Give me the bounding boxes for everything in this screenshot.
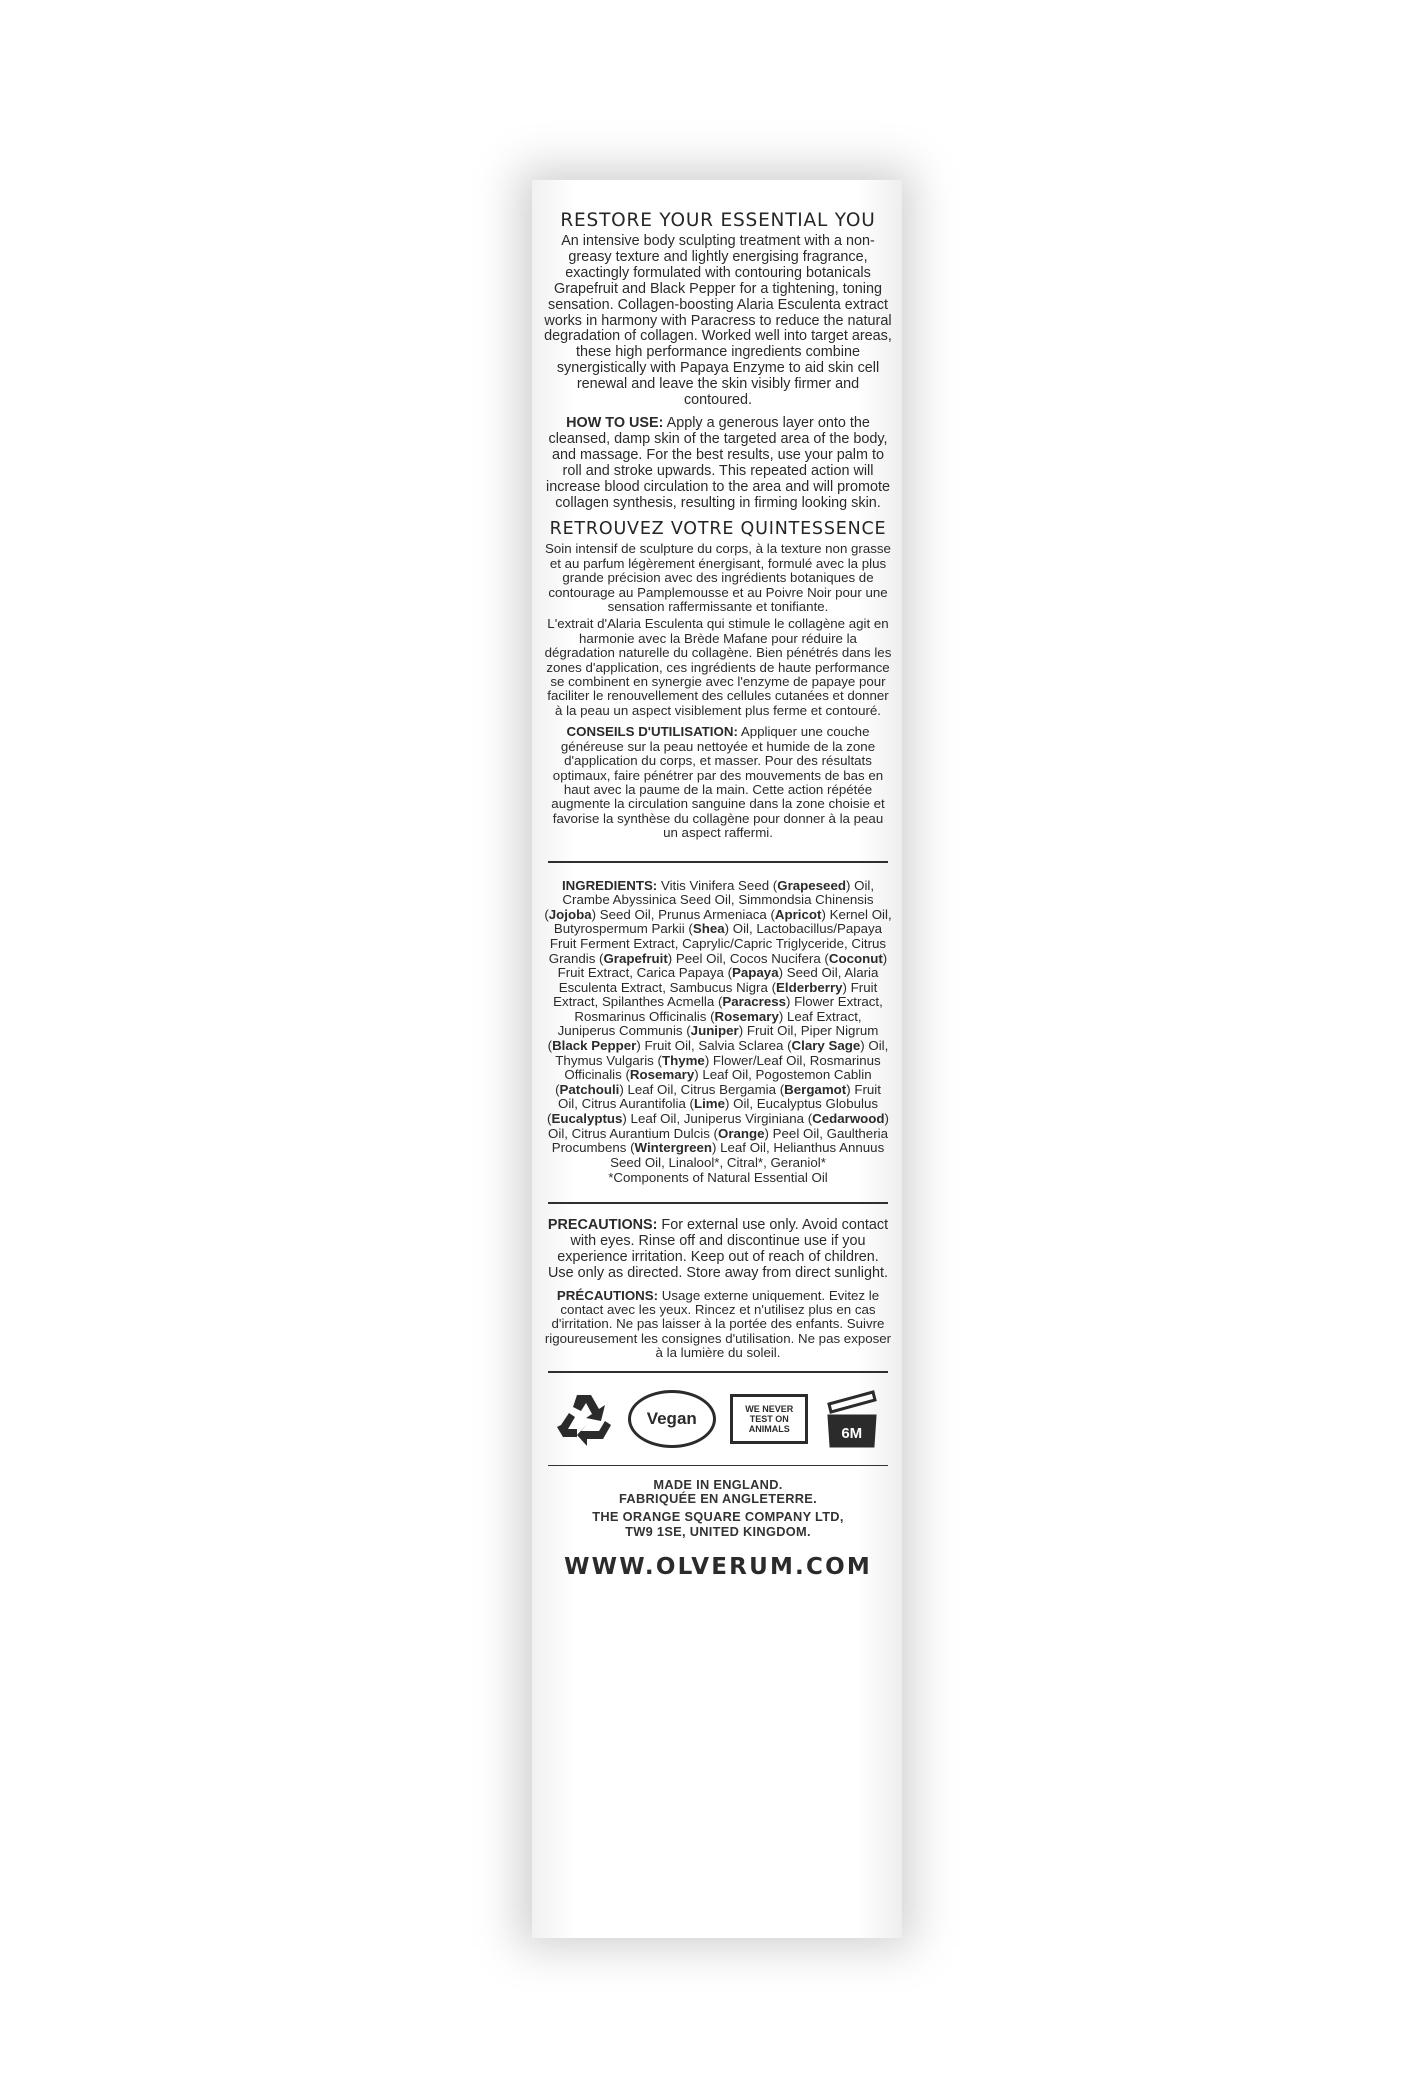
vegan-badge: Vegan [628, 1390, 716, 1448]
cruelty-free-line-2: TEST ON [749, 1413, 789, 1424]
company-name: THE ORANGE SQUARE COMPANY LTD, [592, 1509, 844, 1525]
ingredients-label: INGREDIENTS: [561, 877, 658, 893]
conseils-paragraph [544, 725, 892, 840]
ingredient-common-name: Eucalyptus [551, 1111, 623, 1127]
english-description: An intensive body sculpting treatment with a non-greasy texture and lightly energising fragrance, exactingly formulated with contouring botanicals Grapefruit and Black Pepper for a tightening, toning sensation. Collagen-boosting Alaria Esculenta extract works in harmony with Paracress to reduce the natural degradation of collagen. Worked well into target areas, these high performance ingredients combine synergistically with Papaya Enzyme to aid skin cell renewal and leave the skin visibly firmer and contoured. [544, 233, 892, 409]
ingredient-common-name: Shea [692, 921, 725, 937]
french-description-1: Soin intensif de sculpture du corps, à la texture non grasse et au parfum légèrement énergisant, formulé avec la plus grande précision avec des ingrédients botaniques de contourage au Pamplemousse et au Poivre Noir pour une sensation raffermissante et tonifiante. [545, 541, 891, 615]
ingredient-text: ) Oil, Citrus Aurantium Dulcis ( [548, 1111, 889, 1141]
ingredient-common-name: Coconut [828, 950, 883, 966]
ingredient-text: ) Flower/Leaf Oil, Rosmarinus Officinalis ( [564, 1052, 881, 1083]
ingredient-text: ) Flower Extract, Rosmarinus Officinalis ( [574, 994, 883, 1024]
ingredient-common-name: Lime [693, 1096, 726, 1112]
cruelty-free-line-1: WE NEVER [745, 1403, 794, 1414]
precautions-fr-paragraph [544, 1289, 892, 1361]
ingredient-text: Vitis Vinifera Seed ( [657, 877, 778, 893]
ingredient-text: ) Fruit Oil, Piper Nigrum ( [547, 1023, 879, 1054]
ingredient-text: ) Fruit Oil, Salvia Sclarea ( [636, 1038, 792, 1054]
precautions-fr-label: PRÉCAUTIONS: [556, 1287, 659, 1303]
ingredient-common-name: Juniper [690, 1023, 739, 1039]
conseils-text: Appliquer une couche généreuse sur la peau nettoyée et humide de la zone d'application du corps, et masser. Pour des résultats optimaux, faire pénétrer par des mouvements de bas en haut avec la paume de la main. Cette action répétée augmente la circulation sanguine dans la zone choisie et favorise la synthèse du collagène pour donner à la peau un aspect raffermi. [551, 724, 885, 841]
ingredient-text: ) Oil, Thymus Vulgaris ( [555, 1038, 889, 1068]
ingredient-common-name: Black Pepper [552, 1038, 637, 1054]
ingredient-common-name: Papaya [732, 965, 779, 981]
open-jar-icon [823, 1388, 881, 1450]
ingredient-common-name: Rosemary [714, 1008, 779, 1024]
website-url: WWW.OLVERUM.COM [564, 1553, 872, 1580]
cruelty-free-line-3: ANIMALS [748, 1423, 790, 1434]
precautions-paragraph [544, 1218, 892, 1282]
ingredient-common-name: Paracress [722, 994, 787, 1010]
ingredient-common-name: Apricot [774, 906, 822, 922]
ingredient-common-name: Elderberry [776, 979, 843, 995]
fabriquee-en-angleterre: FABRIQUÉE EN ANGLETERRE. [619, 1491, 817, 1507]
ingredient-text: ) Oil, Lactobacillus/Papaya Fruit Ferment Extract, Caprylic/Capric Triglyceride, Citrus Grandis ( [548, 921, 887, 966]
ingredients-paragraph [544, 879, 892, 1171]
ingredient-text: ) Leaf Oil, Juniperus Virginiana ( [622, 1111, 813, 1127]
ingredient-text: ) Peel Oil, Cocos Nucifera ( [667, 950, 829, 966]
ingredient-text: ) Kernel Oil, Butyrospermum Parkii ( [553, 906, 892, 937]
ingredient-common-name: Jojoba [548, 906, 592, 922]
precautions-text: For external use only. Avoid contact with eyes. Rinse off and discontinue use if you experience irritation. Keep out of reach of children. Use only as directed. Store away from direct sunlight. [548, 1217, 889, 1281]
ingredient-common-name: Wintergreen [634, 1140, 712, 1156]
pao-label: 6M [841, 1424, 863, 1442]
ingredient-common-name: Patchouli [559, 1081, 620, 1097]
ingredient-text: ) Seed Oil, Alaria Esculenta Extract, Sambucus Nigra ( [558, 965, 879, 995]
cruelty-free-badge [730, 1394, 808, 1444]
ingredient-common-name: Orange [717, 1125, 765, 1141]
ingredient-common-name: Grapeseed [777, 877, 846, 893]
ingredient-common-name: Clary Sage [791, 1038, 861, 1054]
ingredient-text: ) Fruit Extract, Carica Papaya ( [557, 950, 888, 981]
ingredient-text: ) Oil, Eucalyptus Globulus ( [547, 1096, 878, 1127]
ingredient-text: ) Leaf Oil, Pogostemon Cablin ( [555, 1067, 872, 1097]
ingredient-text: ) Peel Oil, Gaultheria Procumbens ( [551, 1125, 888, 1156]
ingredient-text: ) Fruit Extract, Spilanthes Acmella ( [553, 979, 878, 1010]
ingredient-text: ) Leaf Oil, Helianthus Annuus Seed Oil, Linalool*, Citral*, Geraniol* [610, 1140, 885, 1170]
ingredient-text: ) Leaf Oil, Citrus Bergamia ( [619, 1081, 785, 1097]
precautions-label: PRECAUTIONS: [547, 1217, 658, 1233]
ingredient-text: ) Seed Oil, Prunus Armeniaca ( [591, 906, 775, 922]
how-to-use-label: HOW TO USE: [566, 414, 664, 431]
ingredient-text: ) Leaf Extract, Juniperus Communis ( [557, 1008, 862, 1039]
ingredient-common-name: Rosemary [629, 1067, 695, 1083]
ingredient-text: ) Fruit Oil, Citrus Aurantifolia ( [558, 1081, 881, 1112]
french-heading: RETROUVEZ VOTRE QUINTESSENCE [549, 519, 887, 540]
company-address: TW9 1SE, UNITED KINGDOM. [625, 1524, 811, 1540]
how-to-use-paragraph [544, 416, 892, 511]
ingredient-common-name: Thyme [661, 1052, 705, 1068]
ingredients-footnote: *Components of Natural Essential Oil [608, 1170, 828, 1186]
ingredient-common-name: Grapefruit [603, 950, 668, 966]
conseils-label: CONSEILS D'UTILISATION: [566, 724, 738, 740]
recycle-icon [555, 1391, 613, 1447]
ingredient-text: ) Oil, Crambe Abyssinica Seed Oil, Simmondsia Chinensis ( [544, 877, 875, 922]
english-heading: RESTORE YOUR ESSENTIAL YOU [560, 210, 876, 231]
french-description-2: L'extrait d'Alaria Esculenta qui stimule le collagène agit en harmonie avec la Brède Mafane pour réduire la dégradation naturelle du collagène. Bien pénétrés dans les zones d'application, ces ingrédients de haute performance se combinent en synergie avec l'enzyme de papaye pour faciliter le renouvellement des cellules cutanées et donner à la peau un aspect visiblement plus ferme et contouré. [544, 616, 892, 718]
certification-badges [544, 1373, 892, 1465]
how-to-use-text: Apply a generous layer onto the cleansed, damp skin of the targeted area of the body, and massage. For the best results, use your palm to roll and stroke upwards. This repeated action will increase blood circulation to the area and will promote collagen synthesis, resulting in firming looking skin. [546, 414, 890, 511]
product-box-back-panel [532, 180, 902, 1938]
made-in-england: MADE IN ENGLAND. [653, 1476, 783, 1492]
ingredient-common-name: Bergamot [784, 1081, 847, 1097]
ingredient-common-name: Cedarwood [812, 1111, 885, 1127]
precautions-fr-text: Usage externe uniquement. Evitez le contact avec les yeux. Rincez et n'utilisez plus en cas d'irritation. Ne pas laisser à la portée des enfants. Suivre rigoureusement les consignes d'utilisation. Ne pas exposer à la lumière du soleil. [544, 1287, 892, 1361]
